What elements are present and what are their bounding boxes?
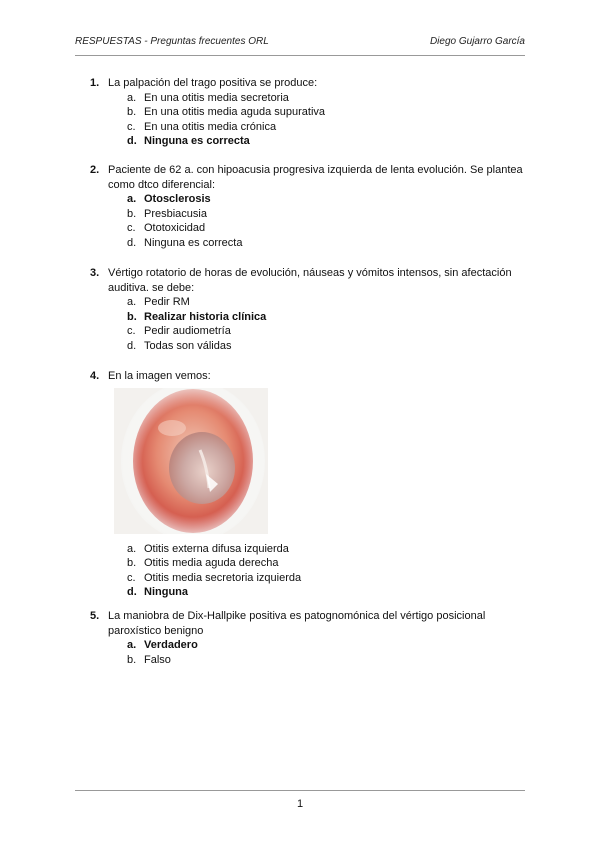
header-divider — [75, 55, 525, 56]
header-author: Diego Gujarro García — [429, 36, 525, 47]
question-text: La maniobra de Dix-Hallpike positiva es patognomónica del vértigo posicional paroxístico benigno — [108, 610, 486, 637]
question-number: 4. — [90, 370, 100, 382]
question-number: 2. — [90, 164, 100, 176]
question-number: 1. — [90, 77, 100, 89]
option-d-correct: d. Ninguna es correcta — [127, 135, 250, 148]
page-header — [75, 36, 525, 47]
option-a-correct: a. Otosclerosis — [127, 193, 211, 206]
question-number: 5. — [90, 610, 100, 622]
option-b: b. Falso — [127, 653, 171, 666]
option-b: b. Otitis media aguda derecha — [127, 557, 279, 570]
option-d: d. Todas son válidas — [127, 339, 232, 352]
question-1 — [90, 76, 530, 149]
question-text: La palpación del trago positiva se produce: — [108, 77, 318, 89]
question-5 — [90, 609, 530, 667]
option-c: c. Ototoxicidad — [127, 222, 206, 235]
option-c: c. En una otitis media crónica — [127, 120, 277, 133]
options-list — [127, 295, 530, 353]
page-number: 1 — [296, 798, 304, 810]
question-text: En la imagen vemos: — [108, 370, 211, 382]
option-a-correct: a. Verdadero — [127, 639, 198, 652]
question-3 — [90, 266, 530, 354]
option-c: c. Otitis media secretoria izquierda — [127, 571, 302, 584]
eardrum-illustration — [114, 388, 268, 534]
question-text: Paciente de 62 a. con hipoacusia progresiva izquierda de lenta evolución. Se plantea como dtco diferencial: — [108, 164, 523, 191]
otoscopy-image — [114, 388, 268, 534]
options-list — [127, 91, 530, 149]
options-list — [127, 542, 530, 600]
question-number: 3. — [90, 267, 100, 279]
question-2 — [90, 163, 530, 251]
option-d: d. Ninguna es correcta — [127, 236, 243, 249]
option-a: a. En una otitis media secretoria — [127, 91, 289, 104]
option-c: c. Pedir audiometría — [127, 325, 231, 338]
option-a: a. Otitis externa difusa izquierda — [127, 542, 289, 555]
question-text: Vértigo rotatorio de horas de evolución, náuseas y vómitos intensos, sin afectación auditiva. se debe: — [108, 267, 512, 294]
options-list — [127, 638, 530, 667]
option-b: b. En una otitis media aguda supurativa — [127, 106, 326, 119]
question-4 — [90, 369, 530, 600]
option-a: a. Pedir RM — [127, 296, 190, 309]
option-b: b. Presbiacusia — [127, 207, 207, 220]
option-b-correct: b. Realizar historia clínica — [127, 310, 267, 323]
header-title: RESPUESTAS - Preguntas frecuentes ORL — [75, 36, 269, 47]
footer-divider — [75, 790, 525, 791]
option-d-correct: d. Ninguna — [127, 586, 188, 599]
options-list — [127, 192, 530, 250]
